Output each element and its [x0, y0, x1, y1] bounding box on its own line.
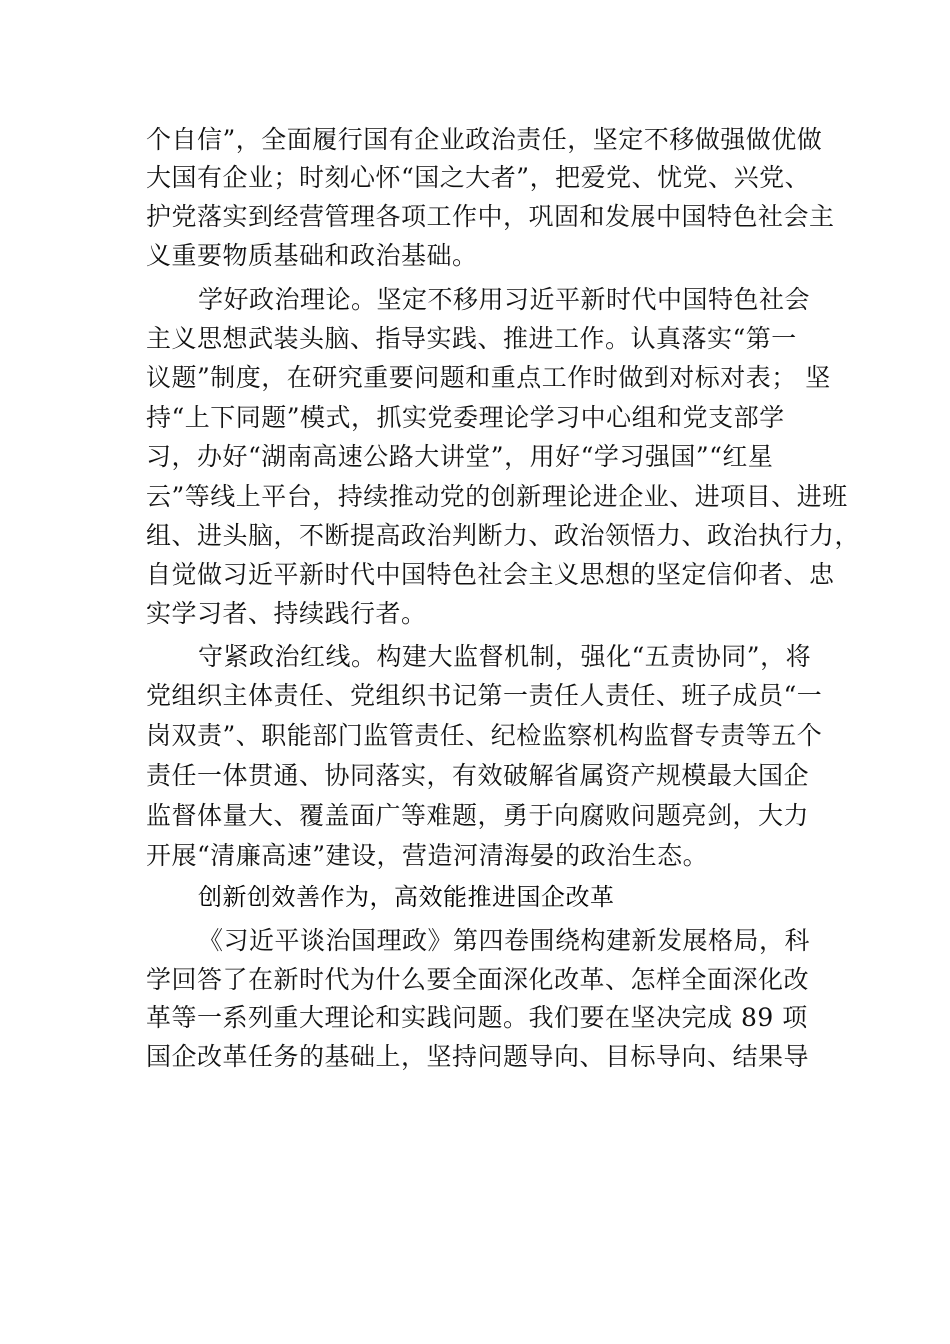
body-line: 岗双责”、职能部门监管责任、纪检监察机构监督专责等五个	[146, 721, 823, 750]
paragraph-first-line: 学好政治理论。坚定不移用习近平新时代中国特色社会	[198, 285, 811, 314]
body-line: 议题”制度，在研究重要问题和重点工作时做到对标对表； 坚	[146, 363, 831, 392]
body-line: 革等一系列重大理论和实践问题。我们要在坚决完成 89 项	[146, 1003, 808, 1032]
paragraph-first-line: 《习近平谈治国理政》第四卷围绕构建新发展格局，科	[198, 926, 811, 955]
body-line: 实学习者、持续践行者。	[146, 599, 427, 628]
body-line: 护党落实到经营管理各项工作中，巩固和发展中国特色社会主	[146, 202, 835, 231]
body-line: 云”等线上平台，持续推动党的创新理论进企业、进项目、进班	[146, 482, 848, 511]
body-line: 自觉做习近平新时代中国特色社会主义思想的坚定信仰者、忠	[146, 560, 835, 589]
paragraph-first-line: 守紧政治红线。构建大监督机制，强化“五责协同”，将	[198, 642, 812, 671]
body-line: 监督体量大、覆盖面广等难题，勇于向腐败问题亮剑，大力	[146, 801, 810, 830]
body-line: 责任一体贯通、协同落实，有效破解省属资产规模最大国企	[146, 761, 810, 790]
body-line: 大国有企业；时刻心怀“国之大者”，把爱党、忧党、兴党、	[146, 163, 811, 192]
body-line: 持“上下同题”模式，抓实党委理论学习中心组和党支部学	[146, 403, 785, 432]
body-line: 主义思想武装头脑、指导实践、推进工作。认真落实“第一	[146, 324, 797, 353]
body-line: 义重要物质基础和政治基础。	[146, 241, 478, 270]
body-line: 组、进头脑，不断提高政治判断力、政治领悟力、政治执行力，	[146, 521, 861, 550]
body-line: 个自信”，全面履行国有企业政治责任，坚定不移做强做优做	[146, 125, 823, 154]
section-heading: 创新创效善作为，高效能推进国企改革	[198, 883, 615, 911]
body-line: 国企改革任务的基础上，坚持问题导向、目标导向、结果导	[146, 1042, 810, 1071]
body-line: 开展“清廉高速”建设，营造河清海晏的政治生态。	[146, 841, 709, 870]
body-line: 学回答了在新时代为什么要全面深化改革、怎样全面深化改	[146, 965, 810, 994]
body-line: 习，办好“湖南高速公路大讲堂”，用好“学习强国”“红星	[146, 442, 774, 471]
body-line: 党组织主体责任、党组织书记第一责任人责任、班子成员“一	[146, 681, 823, 710]
